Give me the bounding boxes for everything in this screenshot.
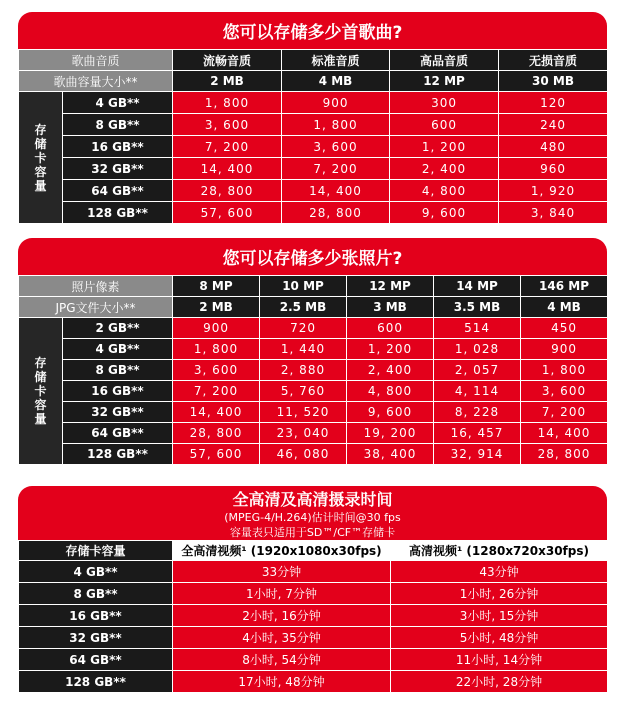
video-section bbox=[18, 486, 607, 694]
capacity-label: 8 GB** bbox=[19, 583, 173, 605]
value-cell: 600 bbox=[390, 114, 499, 136]
value-cell: 960 bbox=[499, 158, 608, 180]
value-cell: 3, 840 bbox=[499, 202, 608, 224]
value-cell: 3, 600 bbox=[173, 114, 282, 136]
music-title: 您可以存储多少首歌曲? bbox=[18, 12, 607, 49]
value-cell: 1, 200 bbox=[347, 339, 434, 360]
value-cell: 28, 800 bbox=[173, 423, 260, 444]
value-cell: 57, 600 bbox=[173, 444, 260, 465]
value-cell: 1, 440 bbox=[260, 339, 347, 360]
photo-title: 您可以存储多少张照片? bbox=[18, 238, 607, 275]
hd-time: 5小时, 48分钟 bbox=[391, 627, 608, 649]
value-cell: 23, 040 bbox=[260, 423, 347, 444]
photo-pixel-cell: 8 MP bbox=[173, 276, 260, 297]
capacity-label: 2 GB** bbox=[63, 318, 173, 339]
music-quality-cell: 流畅音质 bbox=[173, 50, 282, 71]
hd-time: 11小时, 14分钟 bbox=[391, 649, 608, 671]
music-quality-cell: 无损音质 bbox=[499, 50, 608, 71]
music-section bbox=[18, 12, 607, 224]
value-cell: 450 bbox=[521, 318, 608, 339]
value-cell: 1, 800 bbox=[282, 114, 390, 136]
video-subtitle: (MPEG-4/H.264)估计时间@30 fps bbox=[224, 511, 401, 524]
video-title-block bbox=[18, 486, 607, 540]
value-cell: 8, 228 bbox=[434, 402, 521, 423]
table-row bbox=[19, 627, 608, 649]
value-cell: 38, 400 bbox=[347, 444, 434, 465]
music-size-cell: 30 MB bbox=[499, 71, 608, 92]
value-cell: 7, 200 bbox=[521, 402, 608, 423]
hd-time: 43分钟 bbox=[391, 561, 608, 583]
value-cell: 4, 800 bbox=[390, 180, 499, 202]
table-row bbox=[19, 605, 608, 627]
value-cell: 14, 400 bbox=[173, 158, 282, 180]
music-quality-cell: 高品音质 bbox=[390, 50, 499, 71]
capacity-label: 8 GB** bbox=[63, 114, 173, 136]
capacity-label: 8 GB** bbox=[63, 360, 173, 381]
value-cell: 1, 800 bbox=[521, 360, 608, 381]
video-header-row bbox=[19, 541, 608, 561]
hd-time: 1小时, 26分钟 bbox=[391, 583, 608, 605]
value-cell: 28, 800 bbox=[282, 202, 390, 224]
value-cell: 300 bbox=[390, 92, 499, 114]
photo-size-row bbox=[19, 297, 608, 318]
value-cell: 28, 800 bbox=[173, 180, 282, 202]
value-cell: 32, 914 bbox=[434, 444, 521, 465]
capacity-label: 64 GB** bbox=[19, 649, 173, 671]
music-size-cell: 4 MB bbox=[282, 71, 390, 92]
table-row bbox=[19, 444, 608, 465]
value-cell: 7, 200 bbox=[173, 381, 260, 402]
value-cell: 720 bbox=[260, 318, 347, 339]
capacity-label: 16 GB** bbox=[63, 381, 173, 402]
capacity-label: 32 GB** bbox=[63, 158, 173, 180]
music-quality-row bbox=[19, 50, 608, 71]
value-cell: 1, 028 bbox=[434, 339, 521, 360]
value-cell: 57, 600 bbox=[173, 202, 282, 224]
table-row bbox=[19, 381, 608, 402]
value-cell: 14, 400 bbox=[173, 402, 260, 423]
table-row bbox=[19, 180, 608, 202]
value-cell: 900 bbox=[282, 92, 390, 114]
video-capacity-header: 存储卡容量 bbox=[19, 541, 173, 561]
music-side-label: 存 储 卡 容 量 bbox=[19, 92, 63, 224]
capacity-label: 128 GB** bbox=[19, 671, 173, 693]
fullhd-time: 1小时, 7分钟 bbox=[173, 583, 391, 605]
music-quality-cell: 标准音质 bbox=[282, 50, 390, 71]
value-cell: 2, 400 bbox=[347, 360, 434, 381]
table-row bbox=[19, 202, 608, 224]
table-row bbox=[19, 649, 608, 671]
table-row bbox=[19, 561, 608, 583]
photo-table bbox=[18, 275, 608, 465]
value-cell: 1, 800 bbox=[173, 92, 282, 114]
value-cell: 240 bbox=[499, 114, 608, 136]
video-note: 容量表只适用于SD™/CF™存储卡 bbox=[229, 526, 396, 539]
value-cell: 14, 400 bbox=[282, 180, 390, 202]
capacity-label: 4 GB** bbox=[19, 561, 173, 583]
table-row bbox=[19, 318, 608, 339]
video-fullhd-header: 全高清视频¹ (1920x1080x30fps) bbox=[173, 541, 391, 561]
capacity-label: 32 GB** bbox=[63, 402, 173, 423]
photo-pixel-cell: 14 MP bbox=[434, 276, 521, 297]
photo-size-cell: 4 MB bbox=[521, 297, 608, 318]
value-cell: 4, 800 bbox=[347, 381, 434, 402]
value-cell: 1, 920 bbox=[499, 180, 608, 202]
table-row bbox=[19, 671, 608, 693]
value-cell: 1, 200 bbox=[390, 136, 499, 158]
photo-size-cell: 2.5 MB bbox=[260, 297, 347, 318]
value-cell: 46, 080 bbox=[260, 444, 347, 465]
value-cell: 600 bbox=[347, 318, 434, 339]
value-cell: 3, 600 bbox=[173, 360, 260, 381]
table-row bbox=[19, 136, 608, 158]
value-cell: 900 bbox=[173, 318, 260, 339]
music-size-cell: 12 MP bbox=[390, 71, 499, 92]
value-cell: 11, 520 bbox=[260, 402, 347, 423]
value-cell: 5, 760 bbox=[260, 381, 347, 402]
music-size-row bbox=[19, 71, 608, 92]
table-row bbox=[19, 583, 608, 605]
value-cell: 7, 200 bbox=[173, 136, 282, 158]
photo-pixel-row bbox=[19, 276, 608, 297]
capacity-label: 128 GB** bbox=[63, 444, 173, 465]
value-cell: 9, 600 bbox=[347, 402, 434, 423]
value-cell: 120 bbox=[499, 92, 608, 114]
capacity-label: 128 GB** bbox=[63, 202, 173, 224]
table-row bbox=[19, 402, 608, 423]
value-cell: 2, 057 bbox=[434, 360, 521, 381]
value-cell: 514 bbox=[434, 318, 521, 339]
table-row bbox=[19, 114, 608, 136]
value-cell: 1, 800 bbox=[173, 339, 260, 360]
video-hd-header: 高清视频¹ (1280x720x30fps) bbox=[391, 541, 608, 561]
capacity-label: 64 GB** bbox=[63, 180, 173, 202]
photo-size-cell: 3 MB bbox=[347, 297, 434, 318]
capacity-label: 64 GB** bbox=[63, 423, 173, 444]
value-cell: 4, 114 bbox=[434, 381, 521, 402]
value-cell: 14, 400 bbox=[521, 423, 608, 444]
photo-size-label: JPG文件大小** bbox=[19, 297, 173, 318]
value-cell: 900 bbox=[521, 339, 608, 360]
photo-section bbox=[18, 238, 607, 472]
capacity-label: 4 GB** bbox=[63, 92, 173, 114]
value-cell: 19, 200 bbox=[347, 423, 434, 444]
photo-size-cell: 3.5 MB bbox=[434, 297, 521, 318]
table-row bbox=[19, 158, 608, 180]
fullhd-time: 33分钟 bbox=[173, 561, 391, 583]
value-cell: 16, 457 bbox=[434, 423, 521, 444]
table-row bbox=[19, 423, 608, 444]
photo-pixel-cell: 146 MP bbox=[521, 276, 608, 297]
capacity-label: 32 GB** bbox=[19, 627, 173, 649]
hd-time: 3小时, 15分钟 bbox=[391, 605, 608, 627]
video-title: 全高清及高清摄录时间 bbox=[232, 490, 393, 509]
value-cell: 480 bbox=[499, 136, 608, 158]
music-size-label: 歌曲容量大小** bbox=[19, 71, 173, 92]
capacity-label: 16 GB** bbox=[19, 605, 173, 627]
video-table bbox=[18, 540, 608, 693]
table-row bbox=[19, 360, 608, 381]
hd-time: 22小时, 28分钟 bbox=[391, 671, 608, 693]
table-row bbox=[19, 92, 608, 114]
music-table bbox=[18, 49, 608, 224]
photo-side-label: 存 储 卡 容 量 bbox=[19, 318, 63, 465]
music-size-cell: 2 MB bbox=[173, 71, 282, 92]
fullhd-time: 2小时, 16分钟 bbox=[173, 605, 391, 627]
capacity-label: 4 GB** bbox=[63, 339, 173, 360]
capacity-label: 16 GB** bbox=[63, 136, 173, 158]
photo-pixel-label: 照片像素 bbox=[19, 276, 173, 297]
value-cell: 3, 600 bbox=[282, 136, 390, 158]
table-row bbox=[19, 339, 608, 360]
photo-pixel-cell: 12 MP bbox=[347, 276, 434, 297]
fullhd-time: 17小时, 48分钟 bbox=[173, 671, 391, 693]
value-cell: 7, 200 bbox=[282, 158, 390, 180]
value-cell: 2, 880 bbox=[260, 360, 347, 381]
value-cell: 2, 400 bbox=[390, 158, 499, 180]
fullhd-time: 8小时, 54分钟 bbox=[173, 649, 391, 671]
photo-size-cell: 2 MB bbox=[173, 297, 260, 318]
fullhd-time: 4小时, 35分钟 bbox=[173, 627, 391, 649]
music-quality-label: 歌曲音质 bbox=[19, 50, 173, 71]
value-cell: 3, 600 bbox=[521, 381, 608, 402]
value-cell: 28, 800 bbox=[521, 444, 608, 465]
photo-pixel-cell: 10 MP bbox=[260, 276, 347, 297]
value-cell: 9, 600 bbox=[390, 202, 499, 224]
